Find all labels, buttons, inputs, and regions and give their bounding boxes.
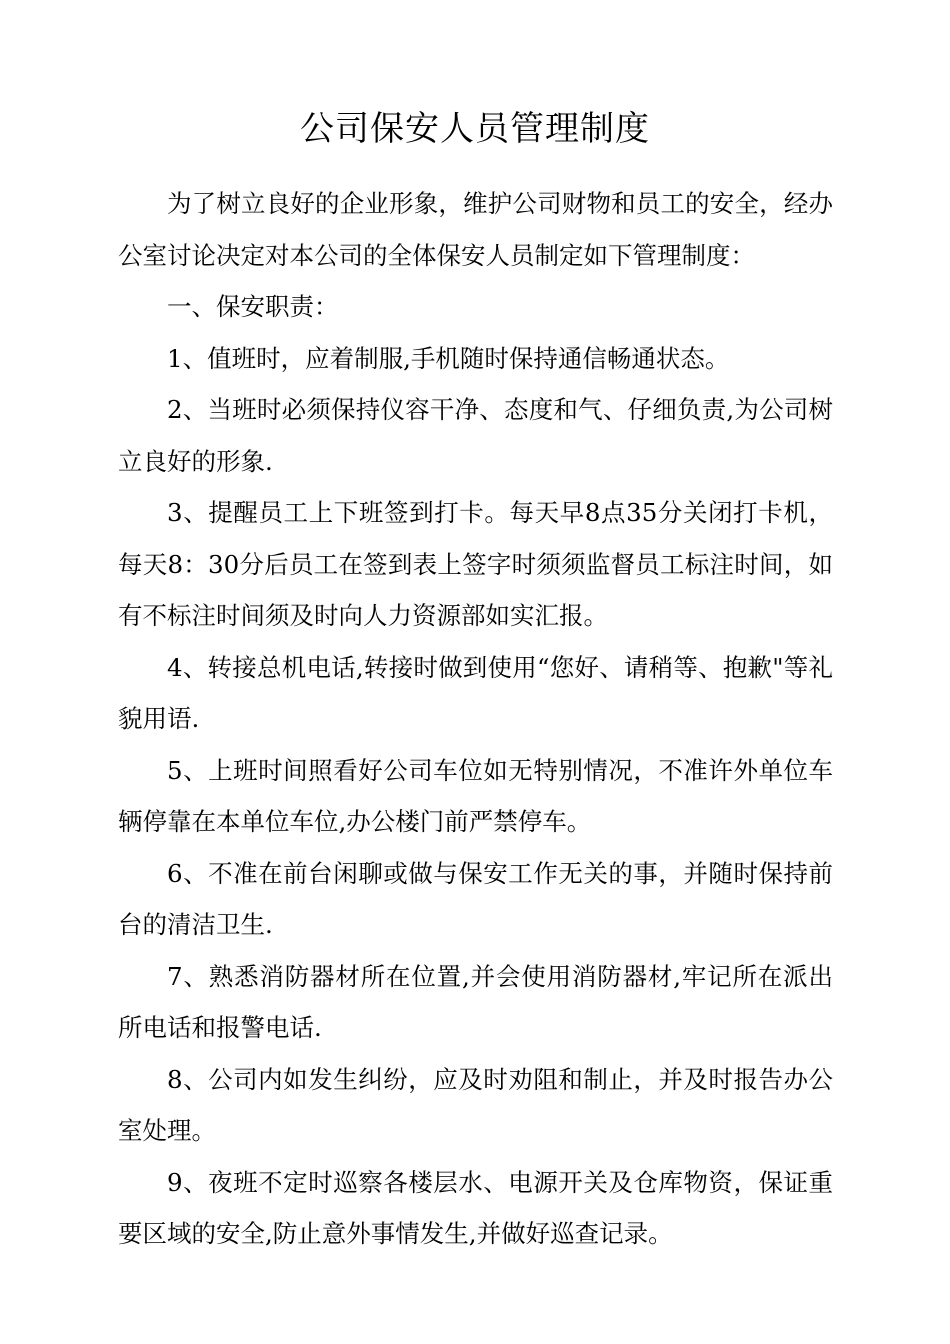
list-item: 8、公司内如发生纠纷，应及时劝阻和制止，并及时报告办公室处理。 <box>118 1064 833 1145</box>
document-title: 公司保安人员管理制度 <box>300 109 650 149</box>
document-body <box>118 178 833 1260</box>
list-item: 3、提醒员工上下班签到打卡。每天早8点35分关闭打卡机，每天8：30分后员工在签到表上签字时须须监督员工标注时间，如有不标注时间须及时向人力资源部如实汇报。 <box>118 498 833 630</box>
list-item: 7、熟悉消防器材所在位置,并会使用消防器材,牢记所在派出所电话和报警电话. <box>118 961 833 1042</box>
list-item: 6、不准在前台闲聊或做与保安工作无关的事，并随时保持前台的清洁卫生. <box>118 858 833 939</box>
list-item: 9、夜班不定时巡察各楼层水、电源开关及仓库物资，保证重要区域的安全,防止意外事情发生,并做好巡查记录。 <box>118 1167 833 1248</box>
list-item: 1、值班时，应着制服,手机随时保持通信畅通状态。 <box>167 343 730 373</box>
section-heading: 一、保安职责： <box>167 292 339 321</box>
intro-paragraph: 为了树立良好的企业形象，维护公司财物和员工的安全，经办公室讨论决定对本公司的全体保安人员制定如下管理制度： <box>118 189 833 270</box>
list-item: 5、上班时间照看好公司车位如无特别情况，不准许外单位车辆停靠在本单位车位,办公楼门前严禁停车。 <box>118 755 833 836</box>
list-item: 4、转接总机电话,转接时做到使用“您好、请稍等、抱歉"等礼貌用语. <box>118 652 833 733</box>
list-item: 2、当班时必须保持仪容干净、态度和气、仔细负责,为公司树立良好的形象. <box>118 395 833 476</box>
